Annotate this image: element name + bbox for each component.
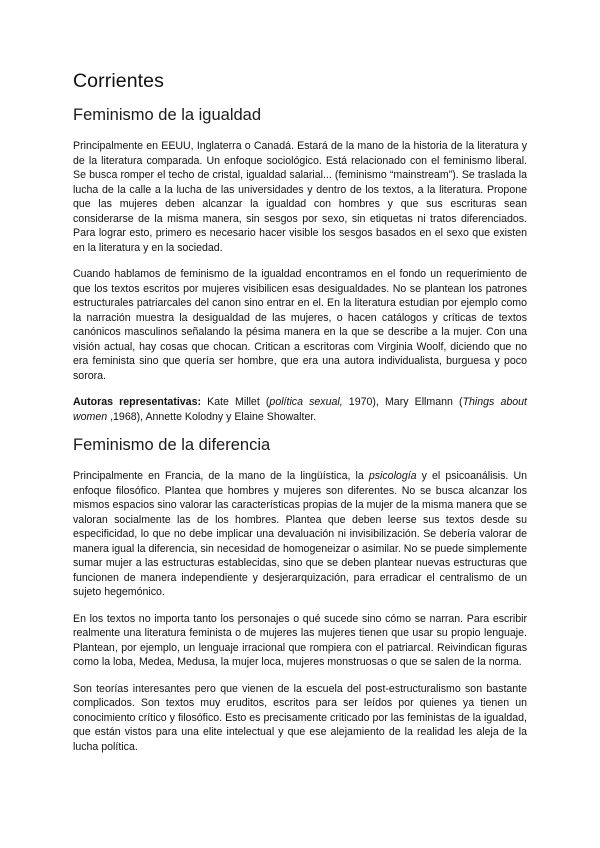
italic-term: psicología [368,470,417,482]
paragraph-diferencia-1 [73,469,527,600]
document-title: Corrientes [73,70,164,92]
paragraph-diferencia-2: En los textos no importa tanto los personajes o qué sucede sino cómo se narran. Para escribir realmente una literatura feminista o de mujeres las mujeres tienen que usar su propio lenguaje. Plantean, por ejemplo, un lenguaje irracional que rompiera con el patriarcal. Reivindican figuras como la loba, Medea, Medusa, la mujer loca, mujeres monstruosas o que se salen de la norma. [73,612,527,668]
authors-text-3: ,1968), Annette Kolodny y Elaine Showalter. [107,410,317,423]
section-heading-diferencia: Feminismo de la diferencia [73,436,271,454]
paragraph-diferencia-1-after: y el psicoanálisis. Un enfoque filosófico. Plantea que hombres y mujeres son diferentes. No se busca alcanzar los mismos espacios sino valorar las características propias de la mujer de la misma manera que se valoran socialmente las de los hombres. Plantea que deben leerse sus textos desde su especificidad, lo que no debe implicar una devaluación ni invisibilización. Se debería valorar de manera igual la diferencia, sin necesidad de homogeneizar o asimilar. No se puede simplemente sumar mujer a las estructuras establecidas, sino que se deben plantear nuevas estructuras que funcionen de manera independiente y desjerarquización, para erradicar el centralismo de un sujeto hegemónico. [73,470,527,598]
work-title-2: Things about women [73,396,527,423]
paragraph-diferencia-1-before: Principalmente en Francia, de la mano de la lingüística, la [73,470,369,482]
paragraph-igualdad-1: Principalmente en EEUU, Inglaterra o Canadá. Estará de la mano de la historia de la literatura y de la literatura comparada. Un enfoque sociológico. Está relacionado con el feminismo liberal. Se busca romper el techo de cristal, igualdad salarial... (feminismo “mainstream”). Se traslada la lucha de la calle a la lucha de las universidades y dentro de los textos, a la literatura. Propone que las mujeres deben alcanzar la igualdad con hombres y que sus escrituras sean considerarse de la misma manera, sin sesgos por sexo, sin etiquetas ni tratos diferenciados. Para lograr esto, primero es necesario hacer visible los sesgos basados en el sexo que existen en la literatura y en la sociedad. [73,140,527,254]
section-heading-igualdad: Feminismo de la igualdad [73,106,262,124]
section-igualdad [73,106,527,424]
authors-text-2: 1970), Mary Ellmann ( [342,396,463,408]
authors-text-1: Kate Millet ( [201,396,270,408]
document-page [73,70,527,766]
authors-label: Autoras representativas: [73,396,201,408]
paragraph-igualdad-2: Cuando hablamos de feminismo de la igualdad encontramos en el fondo un requerimiento de que los textos escritos por mujeres visibilicen esas desigualdades. No se plantean los patrones estructurales patriarcales del canon sino entrar en el. En la literatura estudian por ejemplo como la narración muestra la desigualdad de las mujeres, o hacen catálogos y críticas de textos canónicos masculinos señalando la pésima manera en la que se describe a la mujer. Con una visión actual, hay cosas que chocan. Critican a escritoras com Virginia Woolf, diciendo que no era feminista sino que quería ser hombre, que era una autora individualista, burguesa y poco sorora. [73,268,527,382]
authors-paragraph [73,395,527,424]
work-title-1: política sexual, [269,396,343,408]
section-diferencia [73,436,527,754]
paragraph-diferencia-3: Son teorías interesantes pero que vienen de la escuela del post-estructuralismo son bastante complicados. Son textos muy eruditos, escritos para ser leídos por quienes ya tienen un conocimiento crítico y filosófico. Esto es precisamente criticado por las feministas de la igualdad, que están vistos para una elite intelectual y que ese alejamiento de la realidad les aleja de la lucha política. [73,682,527,753]
